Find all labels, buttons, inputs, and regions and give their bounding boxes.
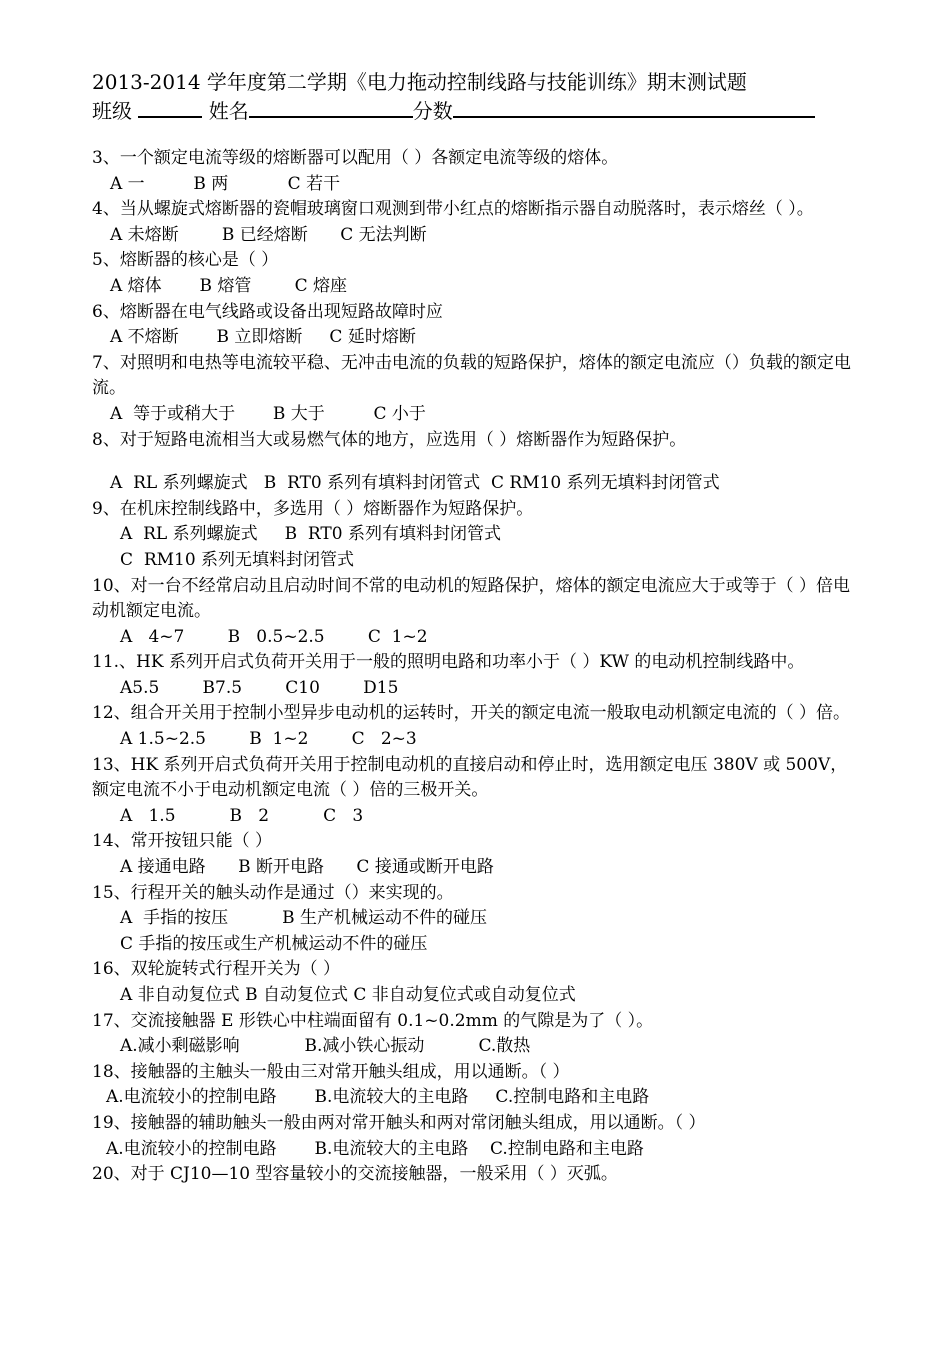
answer-options: A 等于或稍大于 B 大于 C 小于 (110, 403, 426, 424)
question-text: 8、对于短路电流相当大或易燃气体的地方，应选用（ ）熔断器作为短路保护。 (92, 429, 687, 450)
answer-options: A RL 系列螺旋式 B RT0 系列有填料封闭管式 C RM10 系列无填料封闭管式 (110, 473, 720, 494)
name-blank[interactable] (249, 96, 413, 118)
answer-options: A 手指的按压 B 生产机械运动不件的碰压 (120, 908, 488, 929)
answer-options: A.电流较小的控制电路 B.电流较大的主电路 C.控制电路和主电路 (106, 1087, 650, 1108)
answer-options: C RM10 系列无填料封闭管式 (120, 549, 355, 570)
question-text: 15、行程开关的触头动作是通过（）来实现的。 (92, 882, 454, 903)
answer-options: A 非自动复位式 B 自动复位式 C 非自动复位式或自动复位式 (120, 985, 576, 1005)
exam-header (92, 68, 872, 125)
blank-spacer (92, 453, 860, 471)
question-text: 16、双轮旋转式行程开关为（ ） (92, 959, 341, 980)
question-text: 7、对照明和电热等电流较平稳、无冲击电流的负载的短路保护，熔体的额定电流应（）负载的额定电流。 (92, 352, 851, 399)
answer-options: A 不熔断 B 立即熔断 C 延时熔断 (110, 327, 416, 348)
answer-options: A 1.5~2.5 B 1~2 C 2~3 (120, 729, 417, 750)
question-text: 4、当从螺旋式熔断器的瓷帽玻璃窗口观测到带小红点的熔断指示器自动脱落时，表示熔丝（ ）。 (92, 199, 814, 220)
answer-options: A 接通电路 B 断开电路 C 接通或断开电路 (120, 857, 494, 878)
question-text: 19、接触器的辅助触头一般由两对常开触头和两对常闭触头组成，用以通断。（ ） (92, 1112, 706, 1133)
question-text: 13、HK 系列开启式负荷开关用于控制电动机的直接启动和停止时，选用额定电压 380V 或 500V，额定电流不小于电动机额定电流（ ）倍的三极开关。 (92, 754, 848, 801)
question-text: 11.、HK 系列开启式负荷开关用于一般的照明电路和功率小于（ ）KW 的电动机控制线路中。 (92, 652, 805, 673)
question-text: 9、在机床控制线路中，多选用（ ）熔断器作为短路保护。 (92, 498, 534, 519)
question-text: 3、一个额定电流等级的熔断器可以配用（ ）各额定电流等级的熔体。 (92, 148, 619, 168)
answer-options: C 手指的按压或生产机械运动不件的碰压 (120, 933, 428, 954)
question-text: 6、熔断器在电气线路或设备出现短路故障时应 (92, 301, 443, 322)
answer-options: A 熔体 B 熔管 C 熔座 (110, 275, 348, 296)
question-list (92, 146, 860, 1188)
question-text: 5、熔断器的核心是（ ） (92, 250, 279, 271)
question-text: 17、交流接触器 E 形铁心中柱端面留有 0.1~0.2mm 的气隙是为了（ ）。 (92, 1010, 654, 1031)
exam-title: 2013-2014 学年度第二学期《电力拖动控制线路与技能训练》期末测试题 (92, 70, 747, 94)
answer-options: A.减小剩磁影响 B.减小铁心振动 C.散热 (120, 1036, 531, 1057)
answer-options: A 未熔断 B 已经熔断 C 无法判断 (110, 224, 427, 245)
answer-options: A 4~7 B 0.5~2.5 C 1~2 (120, 626, 428, 647)
answer-options: A 1.5 B 2 C 3 (120, 805, 364, 826)
class-blank[interactable] (138, 96, 202, 118)
question-text: 10、对一台不经常启动且启动时间不常的电动机的短路保护，熔体的额定电流应大于或等于（ ）倍电动机额定电流。 (92, 575, 851, 622)
score-label: 分数 (412, 99, 453, 123)
answer-options: A RL 系列螺旋式 B RT0 系列有填料封闭管式 (120, 524, 501, 545)
class-label: 班级 (92, 99, 132, 123)
name-label: 姓名 (208, 99, 249, 123)
question-text: 20、对于 CJ10—10 型容量较小的交流接触器，一般采用（ ）灭弧。 (92, 1164, 618, 1185)
student-info-line (92, 96, 872, 125)
score-blank[interactable] (453, 96, 815, 118)
answer-options: A 一 B 两 C 若干 (110, 173, 341, 194)
answer-options: A5.5 B7.5 C10 D15 (120, 677, 399, 698)
question-text: 14、常开按钮只能（ ） (92, 831, 273, 852)
question-text: 18、接触器的主触头一般由三对常开触头组成，用以通断。（ ） (92, 1061, 570, 1082)
question-text: 12、组合开关用于控制小型异步电动机的运转时，开关的额定电流一般取电动机额定电流的（ ）倍。 (92, 703, 851, 724)
answer-options: A.电流较小的控制电路 B.电流较大的主电路 C.控制电路和主电路 (106, 1138, 644, 1159)
